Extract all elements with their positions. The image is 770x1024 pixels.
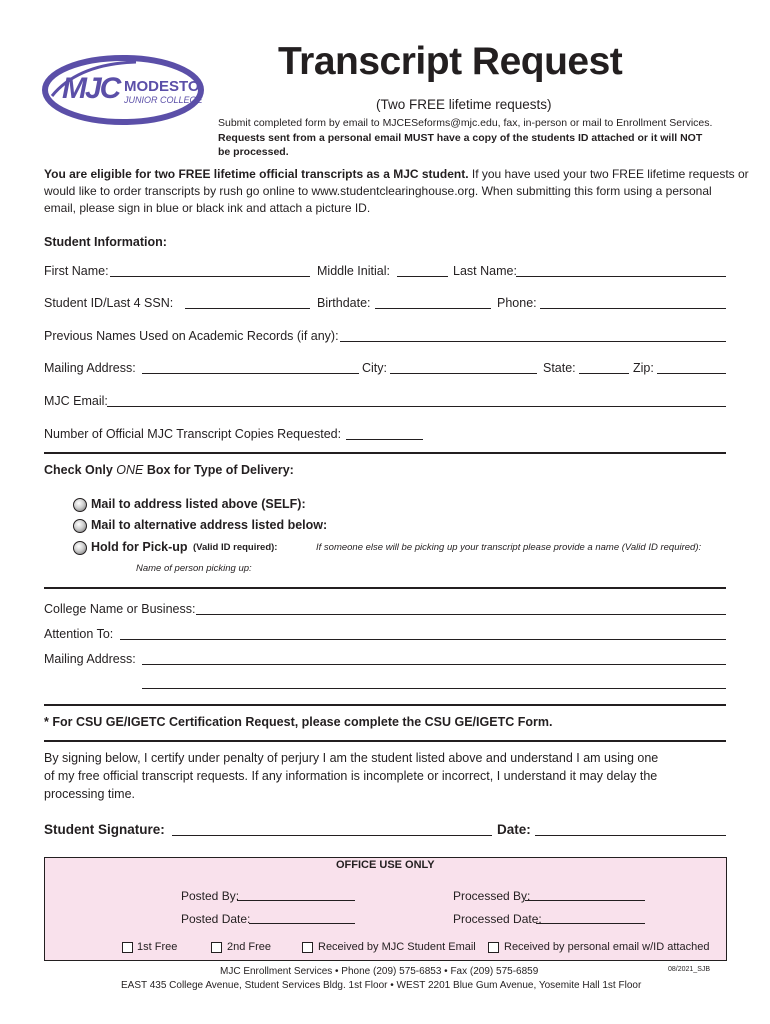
intro-rest: If you have used your two FREE lifetime requests or <box>468 167 749 181</box>
copies-label: Number of Official MJC Transcript Copies Requested: <box>44 427 342 441</box>
attention-field[interactable] <box>120 639 726 640</box>
page-title: Transcript Request <box>278 40 623 83</box>
delivery-heading <box>44 463 294 477</box>
pickup-id-note: (Valid ID required): <box>193 542 278 553</box>
intro-line-2: would like to order transcripts by rush go online to www.studentclearinghouse.org. When submitting this form using a personal <box>44 184 712 198</box>
birthdate-field[interactable] <box>375 308 491 309</box>
state-label: State: <box>543 361 576 375</box>
email-label: MJC Email: <box>44 394 108 408</box>
footer-line-1: MJC Enrollment Services • Phone (209) 575-6853 • Fax (209) 575-6859 <box>220 966 539 977</box>
city-label: City: <box>362 361 387 375</box>
checkbox-personal-email[interactable] <box>488 942 499 953</box>
student-id-field[interactable] <box>185 308 310 309</box>
phone-label: Phone: <box>497 296 537 310</box>
radio-pickup[interactable] <box>73 541 87 555</box>
submit-note: Submit completed form by email to MJCESeforms@mjc.edu, fax, in-person or mail to Enrollment Services. <box>218 117 713 129</box>
email-field[interactable] <box>107 406 726 407</box>
birthdate-label: Birthdate: <box>317 296 371 310</box>
checkbox-student-email[interactable] <box>302 942 313 953</box>
processed-by-label: Processed By: <box>453 889 531 903</box>
check-2nd-free-label: 2nd Free <box>227 941 272 953</box>
processed-date-label: Processed Date: <box>453 912 542 926</box>
office-heading: OFFICE USE ONLY <box>336 859 435 871</box>
delivery-heading-pre: Check Only <box>44 463 117 477</box>
delivery-heading-post: Box for Type of Delivery: <box>143 463 294 477</box>
checkbox-1st-free[interactable] <box>122 942 133 953</box>
check-personal-email-label: Received by personal email w/ID attached <box>504 941 710 953</box>
alt-mailing-field-2[interactable] <box>142 688 726 689</box>
divider-3 <box>44 704 726 706</box>
posted-by-label: Posted By: <box>181 889 240 903</box>
option-self-label: Mail to address listed above (SELF): <box>91 497 306 511</box>
warning-line-2: be processed. <box>218 146 289 158</box>
student-id-label: Student ID/Last 4 SSN: <box>44 296 174 310</box>
zip-field[interactable] <box>657 373 726 374</box>
divider-2 <box>44 587 726 589</box>
date-field[interactable] <box>535 835 726 836</box>
pickup-name-label: Name of person picking up: <box>136 563 252 574</box>
certify-line-1: By signing below, I certify under penalty of perjury I am the student listed above and understand I am using one <box>44 751 659 765</box>
signature-label: Student Signature: <box>44 822 165 837</box>
college-field[interactable] <box>196 614 726 615</box>
last-name-field[interactable] <box>516 276 726 277</box>
alt-mailing-label: Mailing Address: <box>44 652 136 666</box>
college-logo <box>38 52 218 130</box>
intro-line-3: email, please sign in blue or black ink and attach a picture ID. <box>44 201 371 215</box>
signature-field[interactable] <box>172 835 492 836</box>
delivery-heading-em: ONE <box>116 463 144 477</box>
processed-date-field[interactable] <box>536 923 645 924</box>
posted-date-label: Posted Date: <box>181 912 251 926</box>
logo-tagline: JUNIOR COLLEGE <box>124 95 203 105</box>
state-field[interactable] <box>579 373 629 374</box>
zip-label: Zip: <box>633 361 654 375</box>
intro-bold: You are eligible for two FREE lifetime official transcripts as a MJC student. <box>44 167 469 181</box>
date-label: Date: <box>497 822 531 837</box>
student-info-heading: Student Information: <box>44 235 167 249</box>
alt-mailing-field[interactable] <box>142 664 726 665</box>
pickup-other-note: If someone else will be picking up your transcript please provide a name (Valid ID required): <box>316 542 702 553</box>
option-pickup-label: Hold for Pick-up <box>91 540 188 554</box>
divider-4 <box>44 740 726 742</box>
last-name-label: Last Name: <box>453 264 517 278</box>
certify-line-2: of my free official transcript requests. If any information is incomplete or incorrect, I understand it may delay the <box>44 769 658 783</box>
first-name-field[interactable] <box>110 276 310 277</box>
copies-field[interactable] <box>346 439 423 440</box>
middle-initial-field[interactable] <box>397 276 448 277</box>
intro-line-1 <box>44 167 749 181</box>
warning-line-1: Requests sent from a personal email MUST have a copy of the students ID attached or it will NOT <box>218 132 703 144</box>
option-alt-label: Mail to alternative address listed below: <box>91 518 328 532</box>
radio-mail-self[interactable] <box>73 498 87 512</box>
logo-name: MODESTO <box>124 78 200 95</box>
certify-line-3: processing time. <box>44 787 136 801</box>
attention-label: Attention To: <box>44 627 114 641</box>
logo-mark: MJC <box>62 72 120 105</box>
college-label: College Name or Business: <box>44 602 196 616</box>
radio-mail-alt[interactable] <box>73 519 87 533</box>
mailing-address-field[interactable] <box>142 373 359 374</box>
first-name-label: First Name: <box>44 264 109 278</box>
processed-by-field[interactable] <box>525 900 645 901</box>
middle-initial-label: Middle Initial: <box>317 264 390 278</box>
footer-line-2: EAST 435 College Avenue, Student Services Bldg. 1st Floor • WEST 2201 Blue Gum Avenue, Yosemite Hall 1st Floor <box>121 980 642 991</box>
divider-1 <box>44 452 726 454</box>
posted-by-field[interactable] <box>237 900 355 901</box>
check-student-email-label: Received by MJC Student Email <box>318 941 476 953</box>
footer-code: 08/2021_SJB <box>668 966 711 973</box>
mailing-address-label: Mailing Address: <box>44 361 136 375</box>
phone-field[interactable] <box>540 308 726 309</box>
checkbox-2nd-free[interactable] <box>211 942 222 953</box>
page-subtitle: (Two FREE lifetime requests) <box>376 97 552 112</box>
previous-names-label: Previous Names Used on Academic Records (if any): <box>44 329 339 343</box>
posted-date-field[interactable] <box>249 923 355 924</box>
csu-note: * For CSU GE/IGETC Certification Request, please complete the CSU GE/IGETC Form. <box>44 715 553 729</box>
previous-names-field[interactable] <box>340 341 726 342</box>
city-field[interactable] <box>390 373 537 374</box>
check-1st-free-label: 1st Free <box>137 941 178 953</box>
